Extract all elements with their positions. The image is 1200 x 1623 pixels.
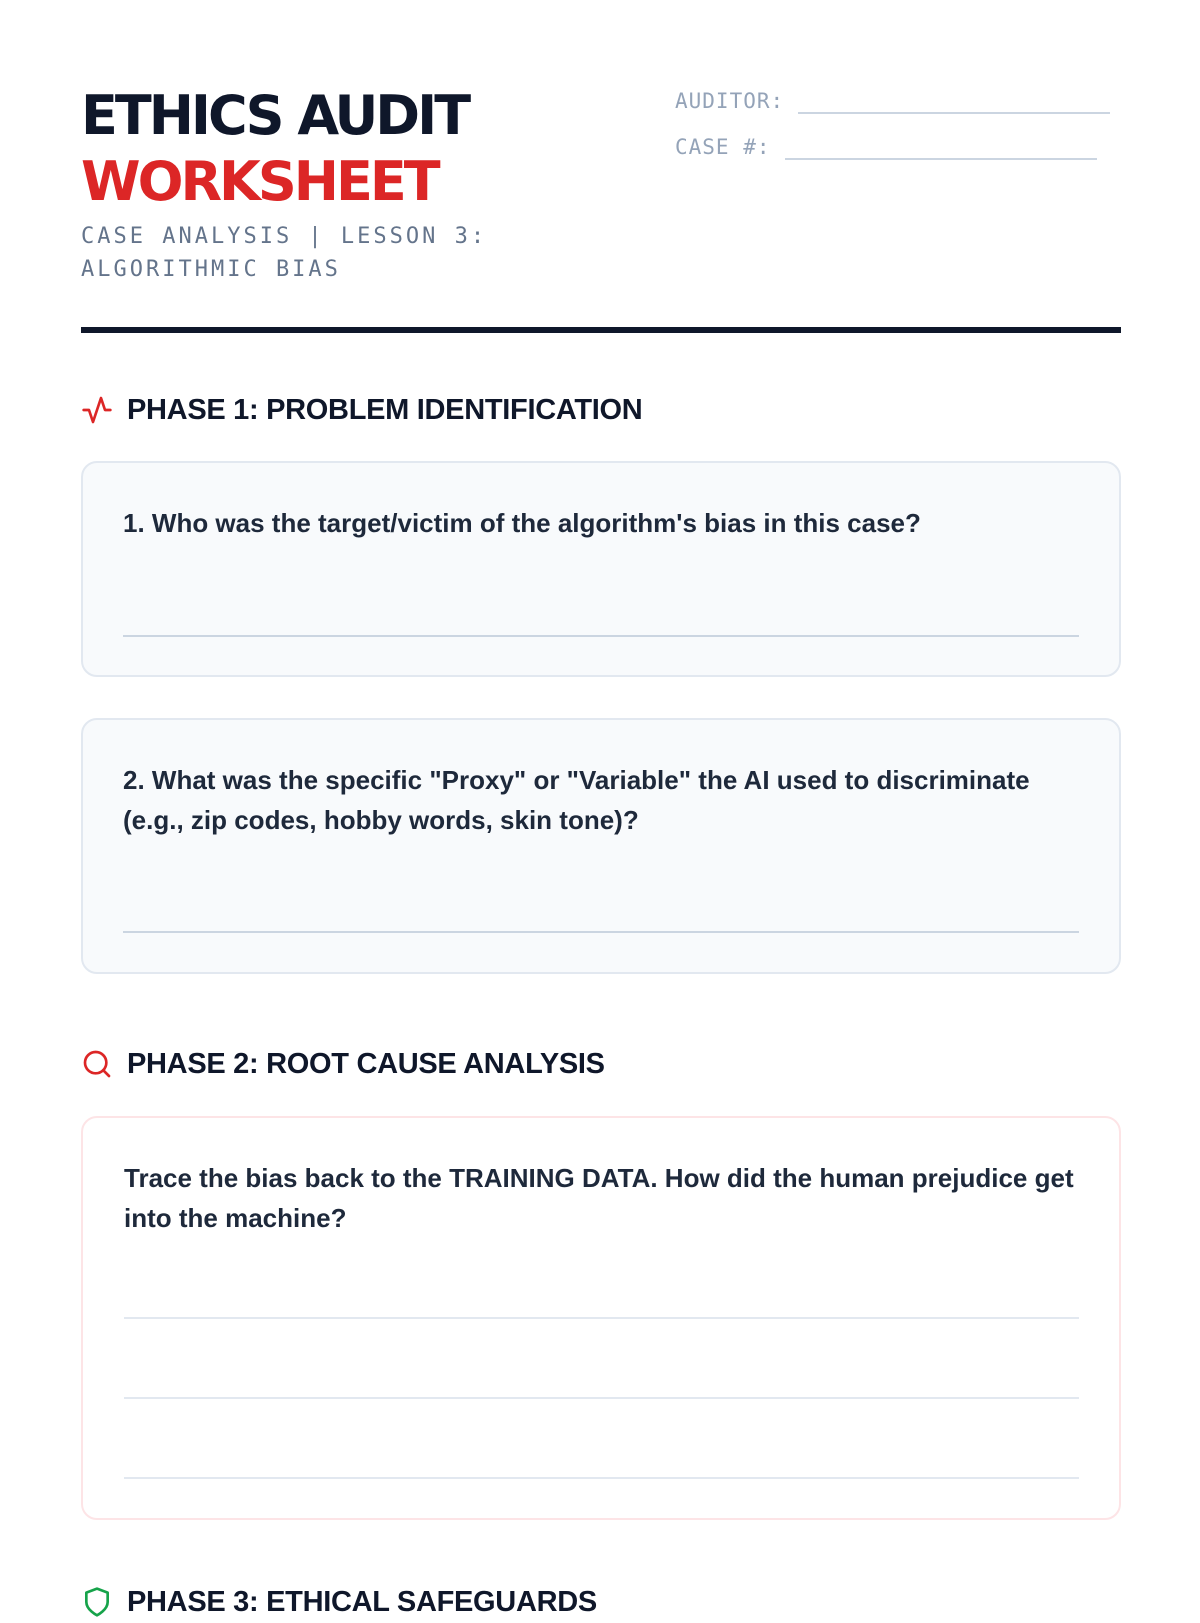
- phase-2-title: PHASE 2: ROOT CAUSE ANALYSIS: [127, 1047, 605, 1080]
- answer-line[interactable]: [123, 635, 1079, 637]
- answer-line[interactable]: [124, 1317, 1079, 1319]
- question-1-text: 1. Who was the target/victim of the algorithm's bias in this case?: [123, 508, 921, 538]
- shield-icon: [81, 1586, 113, 1618]
- auditor-label: AUDITOR:: [675, 89, 785, 113]
- question-card-2: [81, 718, 1121, 974]
- phase-1-title: PHASE 1: PROBLEM IDENTIFICATION: [127, 393, 643, 426]
- title-line-1: ETHICS AUDIT: [81, 84, 469, 147]
- answer-line[interactable]: [124, 1477, 1079, 1479]
- question-card-1: [81, 461, 1121, 677]
- lesson-subtitle: CASE ANALYSIS | LESSON 3: ALGORITHMIC BIAS: [81, 224, 488, 282]
- phase-2-heading: [81, 1046, 605, 1082]
- root-cause-card: [81, 1116, 1121, 1520]
- case-number-field[interactable]: [785, 132, 1097, 160]
- case-row: [675, 130, 1097, 160]
- activity-pulse-icon: [81, 394, 113, 426]
- question-2-text: 2. What was the specific "Proxy" or "Variable" the AI used to discriminate (e.g., zip codes, hobby words, skin tone)?: [123, 765, 1030, 835]
- answer-line[interactable]: [123, 931, 1079, 933]
- answer-line[interactable]: [124, 1397, 1079, 1399]
- root-cause-question: Trace the bias back to the TRAINING DATA. How did the human prejudice get into the machine?: [124, 1163, 1074, 1233]
- title-line-2: WORKSHEET: [81, 150, 438, 213]
- phase-3-title: PHASE 3: ETHICAL SAFEGUARDS: [127, 1585, 597, 1618]
- case-number-label: CASE #:: [675, 135, 771, 159]
- auditor-row: [675, 84, 1110, 114]
- search-icon: [81, 1048, 113, 1080]
- auditor-field[interactable]: [798, 86, 1110, 114]
- header-divider: [81, 327, 1121, 333]
- phase-3-heading: [81, 1584, 597, 1620]
- worksheet-header: [81, 84, 1121, 334]
- phase-1-heading: [81, 392, 642, 428]
